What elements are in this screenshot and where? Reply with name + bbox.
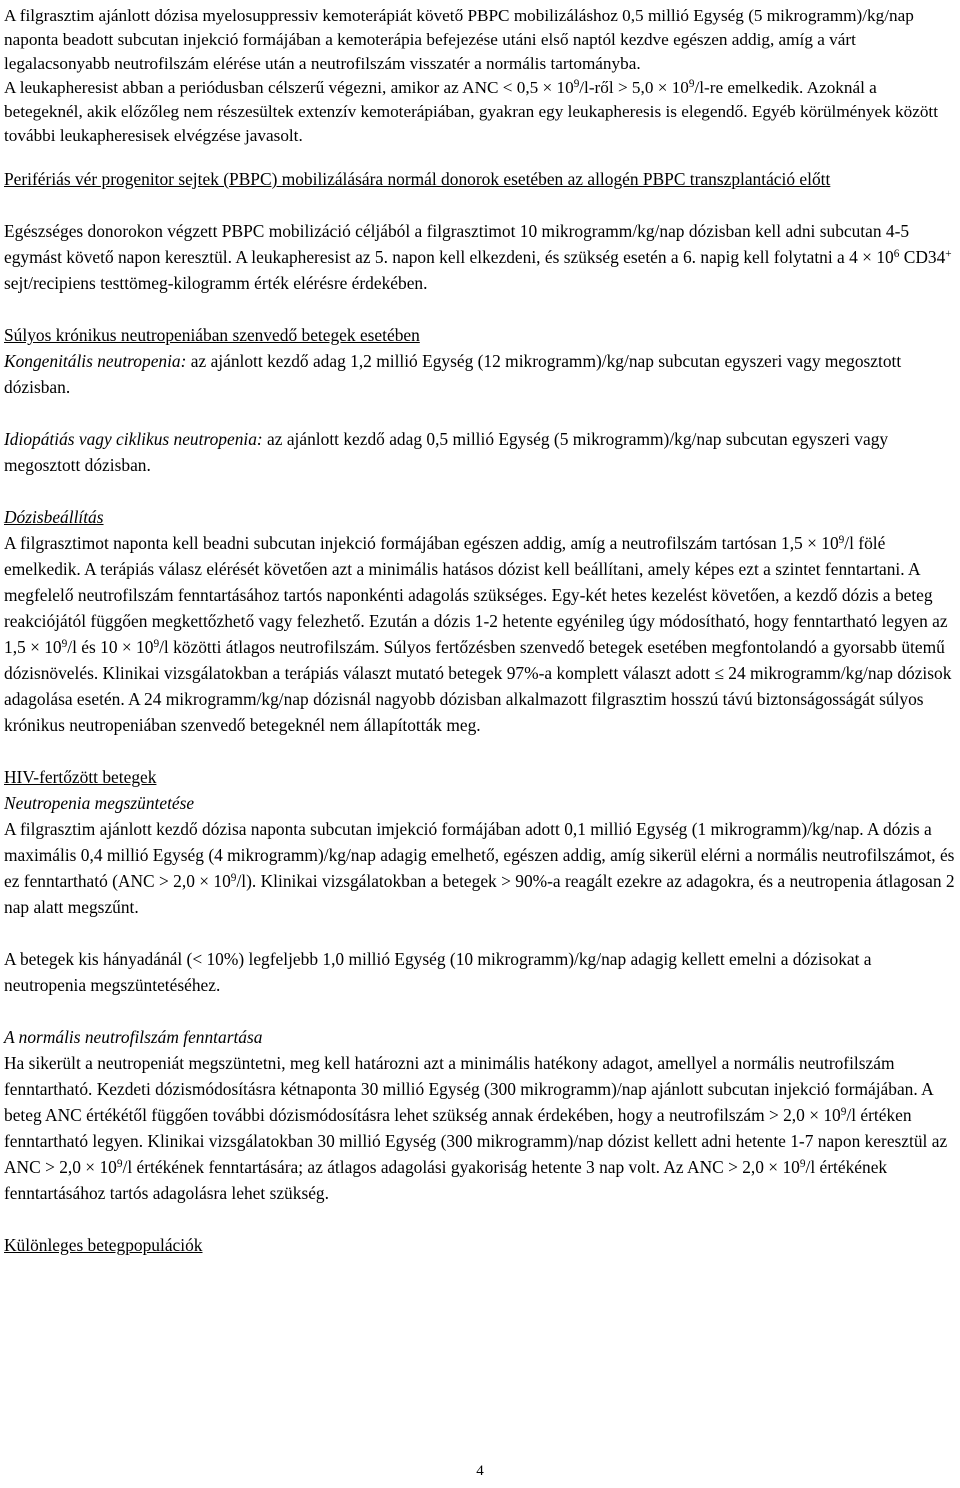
intro-paragraph: A filgrasztim ajánlott dózisa myelosuppressiv kemoterápiát követő PBPC mobilizáláshoz 0,5 millió Egység (5 mikrogramm)/kg/nap naponta beadott subcutan injekció formájában a kemoterápia befejezése utáni első naptól kezdve egészen addig, amíg a várt legalacsonyabb neutrofilszám elérése után a neutrofilszám visszatér a normális tartományba. (4, 6, 914, 73)
hiv-heading: HIV-fertőzött betegek (4, 767, 157, 787)
neutropenia-resolution-subheading: Neutropenia megszüntetése (4, 793, 195, 813)
maintenance-paragraph: Ha sikerült a neutropeniát megszüntetni, meg kell határozni azt a minimális hatékony adagot, amellyel a normális neutrofilszám fenntartható. Kezdeti dózismódosításra kétnaponta 30 millió Egység (300 mikrogramm)/nap ajánlott subcutan injekció formájában. A beteg ANC értékétől függően további dózismódosításra lehet szükség annak érdekében, hogy a neutrofilszám > $2,0 \times 10^9/l$ értéken fenntartható legyen. Klinikai vizsgálatokban 30 millió Egység (300 mikrogramm)/nap dózist kellett adni hetente 1-7 napon keresztül az ANC > $2,0 \times 10^9/l$ értékének fenntartására; az átlagos adagolási gyakoriság hetente 3 nap volt. Az ANC > $2,0 \times 10^9/l$ értékének fenntartásához tartós adagolásra lehet szükség. (4, 1053, 948, 1203)
dose-adjustment-paragraph: A filgrasztimot naponta kell beadni subcutan injekció formájában egészen addig, amíg a neutrofilszám tartósan $1,5 \times 10^9/l$ fölé emelkedik. A terápiás válasz elérését követően azt a minimális hatásos dózist kell beállítani, amely képes ezt a szintet fenntartani. A megfelelő neutrofilszám fenntartásához tartós naponkénti adagolás szükséges. Egy-két hetes kezelést követően, a kezdő dózis a beteg reakciójától függően megkettőzhető vagy felezhető. Ezután a dózis 1-2 hetente egyénileg úgy módosítható, hogy fenntartható legyen az $1,5 \times 10^9/l$ és $10 \times 10^9/l$ közötti átlagos neutrofilszám. Súlyos fertőzésben szenvedő betegek esetében megfontolandó a gyorsabb ütemű dózisnövelés. Klinikai vizsgálatokban a terápiás választ mutató betegek 97%-a komplett választ adott ≤ 24 mikrogramm/kg/nap dózisok adagolása esetén. A 24 mikrogramm/kg/nap dózisnál nagyobb dózisban alkalmazott filgrasztim hosszú távú biztonságosságát súlyos krónikus neutropeniában szenvedő betegeknél nem állapították meg. (4, 533, 952, 735)
intro-section (4, 4, 956, 148)
page-number: 4 (476, 1463, 484, 1479)
pbpc-heading: Perifériás vér progenitor sejtek (PBPC) mobilizálására normál donorok esetében az allogén PBPC transzplantáció előtt (4, 169, 831, 189)
hiv-dose-paragraph: A filgrasztim ajánlott kezdő dózisa naponta subcutan imjekció formájában adott 0,1 millió Egység (1 mikrogramm)/kg/nap. A dózis a maximális 0,4 millió Egység (4 mikrogramm)/kg/nap adagig emelhető, egészen addig, amíg sikerül elérni a normális neutrofilszámot, és ez fenntartható $(ANC > 2,0 \times 10^9/l)$. Klinikai vizsgálatokban a betegek > 90%-a reagált ezekre az adagokra, és a neutropenia átlagosan 2 nap alatt megszűnt. (4, 819, 955, 917)
pbpc-paragraph: Egészséges donorokon végzett PBPC mobilizáció céljából a filgrasztimot 10 mikrogramm/kg/nap dózisban kell adni subcutan 4-5 egymást követő napon keresztül. A leukapheresist az 5. napon kell elkezdeni, és szükség esetén a 6. napig kell folytatni a $4 \times 10^6$ CD34+ sejt/recipiens testtömeg-kilogramm érték elérésre érdekében. (4, 221, 952, 293)
document-page (4, 4, 956, 1258)
maintenance-subheading: A normális neutrofilszám fenntartása (4, 1027, 263, 1047)
leukapheresis-paragraph: A leukapheresist abban a periódusban célszerű végezni, amikor az ANC < $0,5 \times 10^9/l$-ről > $5,0 \times 10^9/l-re$ emelkedik. Azoknál a betegeknél, akik előzőleg nem részesültek extenzív kemoterápiában, gyakran egy leukapheresis is elegendő. Egyéb körülmények között további leukapheresisek elvégzése javasolt. (4, 77, 938, 145)
congenital-paragraph: Kongenitális neutropenia: az ajánlott kezdő adag 1,2 millió Egység (12 mikrogramm)/kg/nap subcutan egyszeri vagy megosztott dózisban. (4, 351, 902, 397)
idiopathic-paragraph: Idiopátiás vagy ciklikus neutropenia: az ajánlott kezdő adag 0,5 millió Egység (5 mikrogramm)/kg/nap subcutan egyszeri vagy megosztott dózisban. (4, 429, 889, 475)
chronic-neutropenia-heading: Súlyos krónikus neutropeniában szenvedő betegek esetében (4, 325, 420, 345)
special-populations-heading: Különleges betegpopulációk (4, 1235, 203, 1255)
hiv-minority-paragraph: A betegek kis hányadánál (< 10%) legfeljebb 1,0 millió Egység (10 mikrogramm)/kg/nap adagig kellett emelni a dózisokat a neutropenia megszüntetéséhez. (4, 949, 872, 995)
dose-adjustment-heading: Dózisbeállítás (4, 507, 104, 527)
